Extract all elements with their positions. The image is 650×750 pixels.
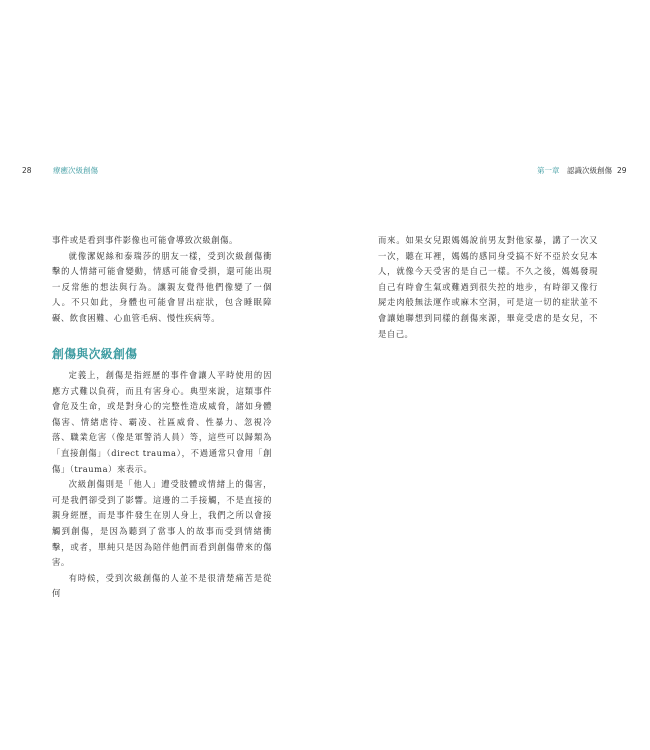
paragraph: 就像潔妮絲和泰瑞莎的朋友一樣，受到次級創傷衝擊的人情緒可能會變動，情感可能會受損，還可能出現一反常態的想法與行為。讓親友覺得他們像變了一個人。不只如此，身體也可能會冒出症狀，包含睡眠障礙、飲食困難、心血管毛病、慢性疾病等。	[52, 250, 272, 323]
left-page-body-section	[52, 368, 272, 602]
left-page-body-top	[52, 233, 272, 327]
right-page-body	[378, 233, 598, 342]
paragraph: 有時候，受到次級創傷的人並不是很清楚痛苦是從何	[52, 572, 272, 599]
chapter-label: 第一章	[537, 166, 560, 175]
paragraph: 定義上，創傷是指經歷的事件會讓人平時使用的因應方式難以負荷，而且有害身心。典型來說，這類事件會危及生命，或是對身心的完整性造成威脅，諸如身體傷害、情緒虐待、霸凌、社區威脅、性暴力、忽視冷落、職業危害（像是軍警消人員）等，這些可以歸類為「直接創傷」（direct trauma），不過通常只會用「創傷」（trauma）來表示。	[52, 370, 272, 474]
running-head-left: 療癒次級創傷	[53, 166, 98, 175]
page-number-left: 28	[22, 166, 32, 175]
paragraph: 次級創傷則是「他人」遭受肢體或情緒上的傷害，可是我們卻受到了影響。這邊的二手接觸，不是直接的親身經歷，而是事件發生在別人身上，我們之所以會接觸到創傷，是因為聽到了當事人的故事而受到情緒衝擊，或者，單純只是因為陪伴他們而看到創傷帶來的傷害。	[52, 479, 272, 568]
page-number-right: 29	[617, 166, 627, 175]
paragraph: 事件或是看到事件影像也可能會導致次級創傷。	[52, 235, 238, 245]
section-heading: 創傷與次級創傷	[52, 347, 138, 361]
paragraph: 而來。如果女兒跟媽媽說前男友對他家暴，講了一次又一次，聽在耳裡，媽媽的感同身受搞不好不亞於女兒本人，就像今天受害的是自己一樣。不久之後，媽媽發現自己有時會生氣或難過到很失控的地步，有時卻又像行屍走肉般無法運作或麻木空洞，可是這一切的症狀並不會讓她聯想到同樣的創傷來源，畢竟受虐的是女兒，不是自己。	[378, 235, 598, 339]
running-head-right: 認識次級創傷	[567, 166, 612, 175]
